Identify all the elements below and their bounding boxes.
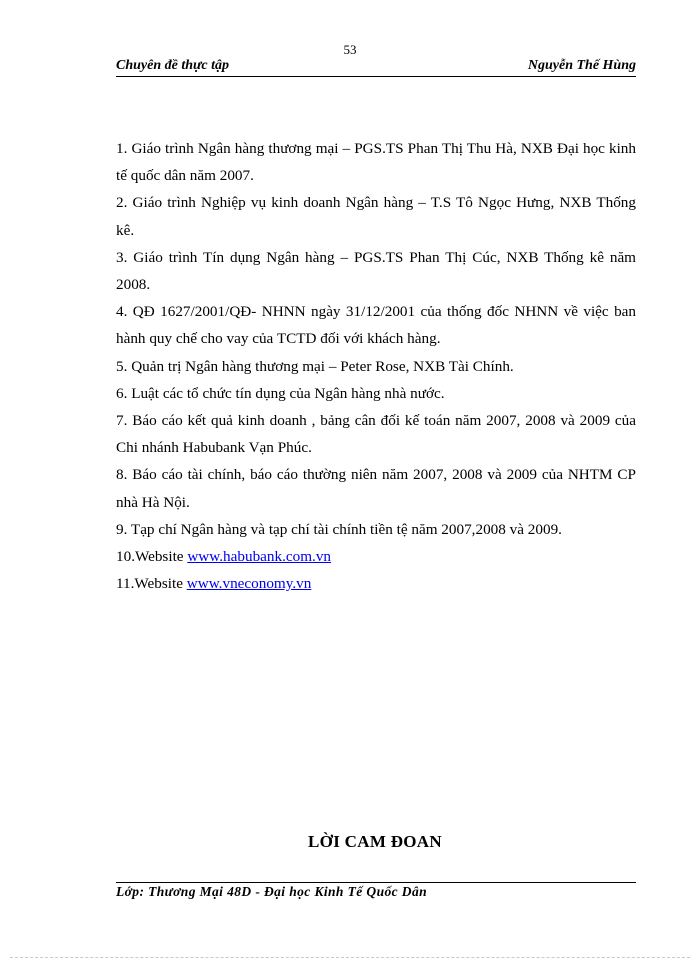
reference-item: 9. Tạp chí Ngân hàng và tạp chí tài chính tiền tệ năm 2007,2008 và 2009.	[116, 520, 562, 538]
reference-item: 5. Quản trị Ngân hàng thương mại – Peter Rose, NXB Tài Chính.	[116, 357, 514, 375]
reference-label: 10.Website	[116, 548, 188, 566]
section-title: LỜI CAM ĐOAN	[308, 832, 442, 851]
reference-list	[116, 135, 636, 597]
reference-label: 11.Website	[116, 575, 187, 593]
reference-item: 6. Luật các tổ chức tín dụng của Ngân hàng nhà nước.	[116, 384, 445, 402]
page-header	[116, 58, 636, 77]
vneconomy-link[interactable]: www.vneconomy.vn	[186, 575, 312, 593]
page-number: 53	[343, 42, 357, 57]
reference-item: 3. Giáo trình Tín dụng Ngân hàng – PGS.TS Phan Thị Cúc, NXB Thống kê năm 2008.	[116, 248, 636, 294]
footer-divider	[116, 882, 636, 883]
reference-item: 2. Giáo trình Nghiệp vụ kinh doanh Ngân hàng – T.S Tô Ngọc Hưng, NXB Thống kê.	[116, 194, 636, 239]
header-document-type: Chuyên đề thực tập	[116, 58, 230, 73]
page-break-line	[10, 957, 690, 958]
reference-item: 8. Báo cáo tài chính, báo cáo thường niên năm 2007, 2008 và 2009 của NHTM CP nhà Hà Nội.	[116, 466, 636, 511]
reference-item: 7. Báo cáo kết quả kinh doanh , bảng cân đối kế toán năm 2007, 2008 và 2009 của Chi nhánh Habubank Vạn Phúc.	[116, 412, 636, 457]
reference-item-website	[116, 543, 636, 570]
header-author: Nguyễn Thế Hùng	[527, 58, 636, 73]
page-footer: Lớp: Thương Mại 48D - Đại học Kinh Tế Quốc Dân	[116, 884, 427, 899]
reference-item: 1. Giáo trình Ngân hàng thương mại – PGS.TS Phan Thị Thu Hà, NXB Đại học kinh tế quốc dân năm 2007.	[116, 140, 636, 185]
reference-item: 4. QĐ 1627/2001/QĐ- NHNN ngày 31/12/2001 của thống đốc NHNN về việc ban hành quy chế cho vay của TCTD đối với khách hàng.	[116, 303, 636, 348]
reference-item-website	[116, 570, 636, 597]
habubank-link[interactable]: www.habubank.com.vn	[187, 548, 332, 566]
